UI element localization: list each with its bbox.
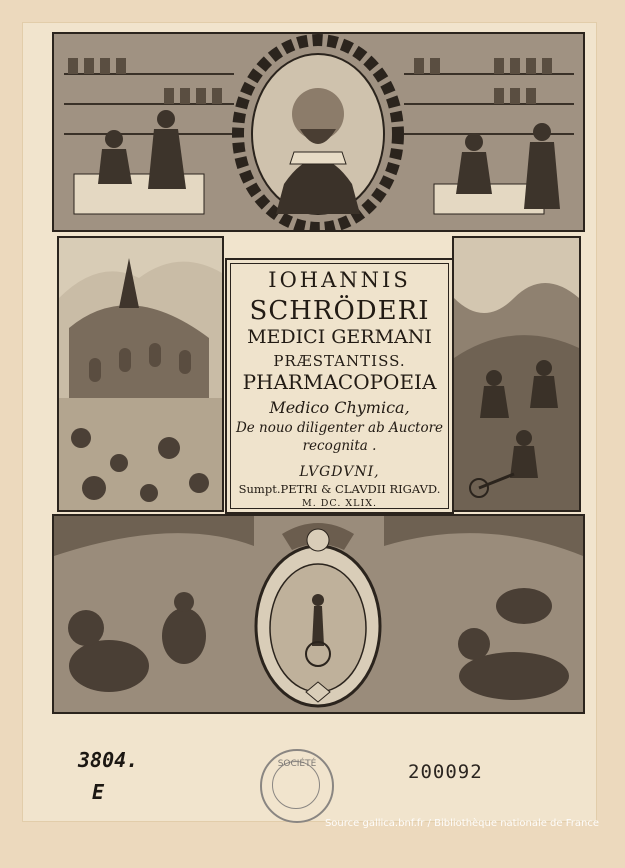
garden-engraving [57, 236, 224, 512]
animals-illustration [54, 516, 583, 712]
source-credit: Source gallica.bnf.fr / Bibliothèque nationale de France [324, 818, 599, 829]
apothecary-illustration [54, 34, 583, 230]
book-title: PHARMACOPOEIA [242, 370, 437, 394]
shelfmark-letter: E [92, 780, 105, 804]
bottom-engraving-animals [52, 514, 585, 714]
mining-illustration [454, 238, 579, 510]
stamp-text: SOCIÉTÉ [277, 759, 317, 769]
imprint-year: M. DC. XLIX. [302, 498, 377, 509]
library-stamp [260, 749, 334, 823]
mining-engraving [452, 236, 581, 512]
imprint-publisher: Sumpt.PETRI & CLAVDII RIGAVD. [238, 482, 441, 496]
author-epithet: PRÆSTANTISS. [273, 352, 406, 370]
title-block [225, 258, 454, 514]
garden-illustration [59, 238, 222, 510]
imprint-place: LVGDVNI, [299, 464, 380, 480]
author-surname: SCHRÖDERI [249, 296, 430, 326]
author-title: MEDICI GERMANI [247, 326, 432, 348]
call-number: 200092 [408, 761, 483, 783]
shelfmark-number: 3804. [78, 748, 139, 772]
author-firstname: IOHANNIS [268, 268, 411, 292]
edition-note: De nouo diligenter ab Auctore [235, 420, 444, 436]
title-page [22, 22, 597, 822]
edition-note-2: recognita . [302, 438, 377, 454]
book-subtitle: Medico Chymica, [269, 398, 410, 417]
top-engraving-apothecary [52, 32, 585, 232]
